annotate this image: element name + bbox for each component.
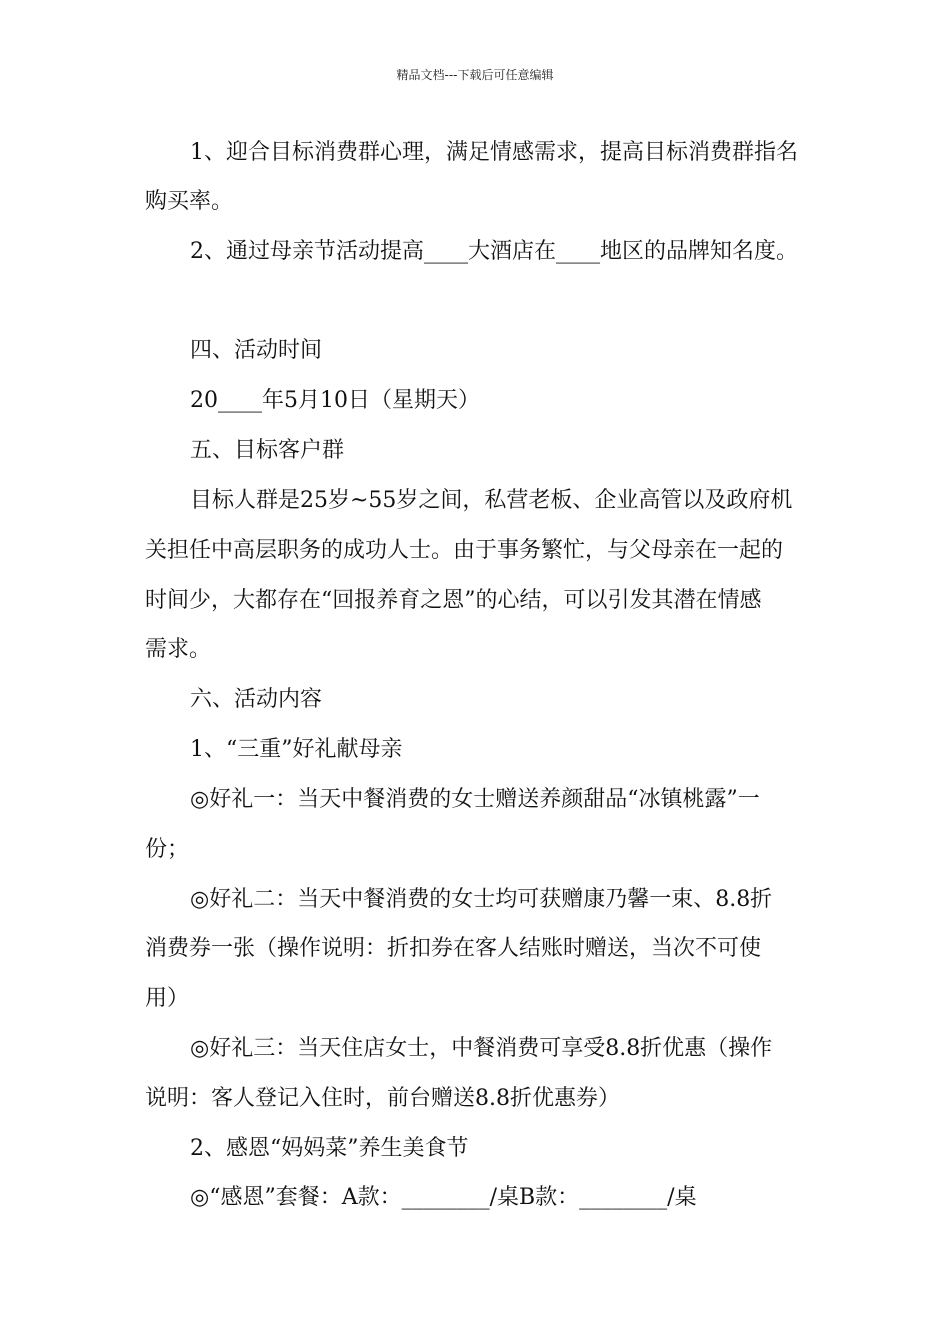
text-line: 消费券一张（操作说明：折扣券在客人结账时赠送，当次不可使 xyxy=(145,936,762,961)
text-line: ◎好礼二：当天中餐消费的女士均可获赠康乃馨一束、8.8折 xyxy=(190,887,773,912)
text-line: ◎“感恩”套餐：A款：________/桌B款：________/桌 xyxy=(190,1185,697,1210)
section-heading: 六、活动内容 xyxy=(190,687,323,712)
text-line: 1、“三重”好礼献母亲 xyxy=(190,737,403,762)
section-heading: 四、活动时间 xyxy=(190,338,323,363)
text-line: ◎好礼一：当天中餐消费的女士赠送养颜甜品“冰镇桃露”一 xyxy=(190,787,760,812)
text-line: 需求。 xyxy=(145,637,212,662)
text-line: 2、通过母亲节活动提高____大酒店在____地区的品牌知名度。 xyxy=(190,239,798,264)
text-line: 1、迎合目标消费群心理，满足情感需求，提高目标消费群指名 xyxy=(190,140,798,165)
text-line: ◎好礼三：当天住店女士，中餐消费可享受8.8折优惠（操作 xyxy=(190,1036,773,1061)
text-line: 目标人群是25岁~55岁之间，私营老板、企业高管以及政府机 xyxy=(190,488,793,513)
text-line: 2、感恩“妈妈菜”养生美食节 xyxy=(190,1136,469,1161)
text-line: 说明：客人登记入住时，前台赠送8.8折优惠券） xyxy=(145,1086,620,1111)
text-line: 购买率。 xyxy=(145,189,234,214)
text-line: 份； xyxy=(145,837,190,862)
text-line: 关担任中高层职务的成功人士。由于事务繁忙，与父母亲在一起的 xyxy=(145,538,784,563)
section-heading: 五、目标客户群 xyxy=(190,438,345,463)
text-line: 时间少，大都存在“回报养育之恩”的心结，可以引发其潜在情感 xyxy=(145,588,762,613)
page-header: 精品文档---下载后可任意编辑 xyxy=(396,68,554,82)
text-line: 用） xyxy=(145,986,190,1011)
text-line: 20____年5月10日（星期天） xyxy=(190,388,480,413)
